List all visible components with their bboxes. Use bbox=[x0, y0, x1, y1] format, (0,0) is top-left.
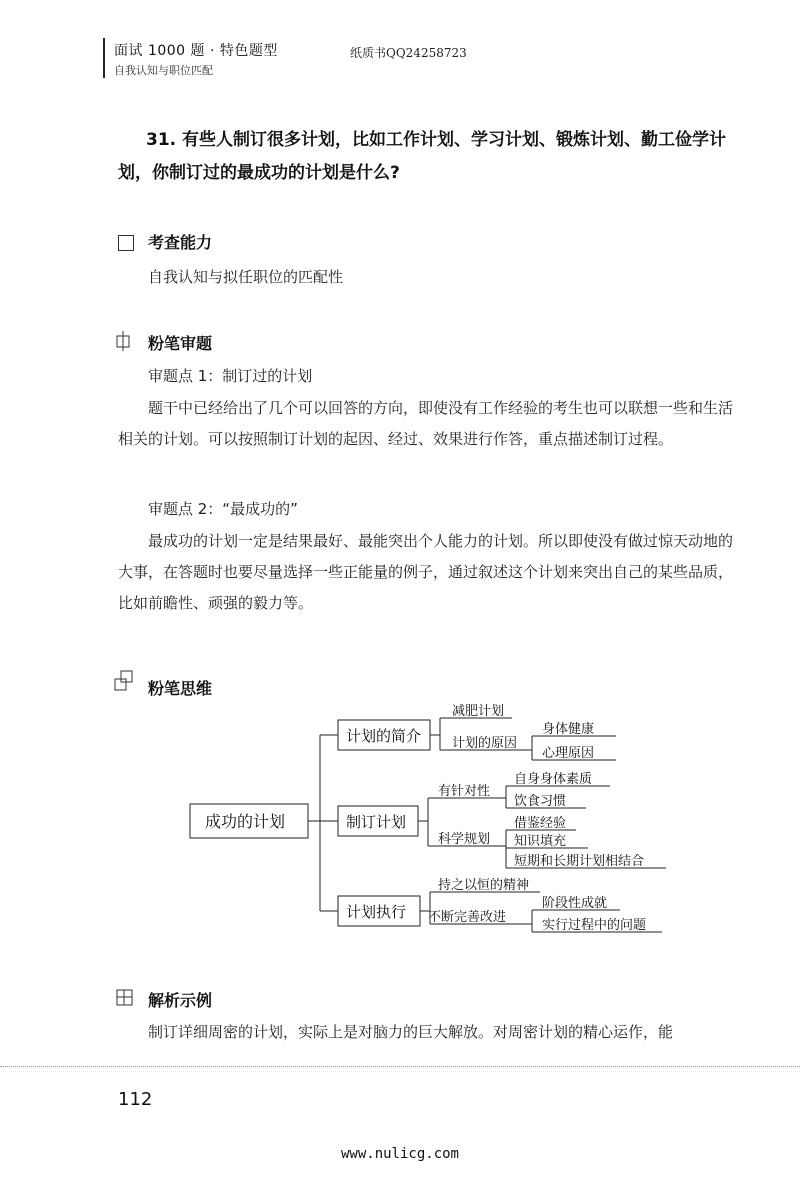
header-rule bbox=[103, 38, 105, 78]
branch-label-1: 计划的简介 bbox=[346, 727, 422, 745]
section-title: 自我认知与职位匹配 bbox=[114, 64, 213, 77]
point1-label: 审题点 1：制订过的计划 bbox=[148, 367, 313, 385]
thinking-title: 粉笔思维 bbox=[148, 679, 213, 698]
node-b2-c2: 科学规划 bbox=[438, 832, 491, 847]
grid-icon bbox=[116, 989, 134, 1007]
point1-text: 题干中已经给出了几个可以回答的方向，即使没有工作经验的考生也可以联想一些和生活相关的计划。可以按照制订计划的起因、经过、效果进行作答，重点描述制订过程。 bbox=[118, 399, 734, 448]
leaf-b2-2: 饮食习惯 bbox=[514, 794, 567, 809]
point2-label: 审题点 2：“最成功的” bbox=[148, 500, 298, 518]
book-title: 面试 1000 题 · 特色题型 bbox=[114, 43, 278, 59]
mind-map bbox=[180, 700, 680, 940]
page-number: 112 bbox=[118, 1089, 153, 1110]
watermark-text: 纸质书QQ24258723 bbox=[350, 46, 467, 60]
leaf-b2-3: 借鉴经验 bbox=[514, 816, 567, 831]
node-b3-c1: 持之以恒的精神 bbox=[438, 878, 530, 893]
scan-artifact-line bbox=[0, 1066, 800, 1069]
node-b2-c1: 有针对性 bbox=[438, 784, 491, 799]
question-text: 31. 有些人制订很多计划，比如工作计划、学习计划、锻炼计划、勤工俭学计划，你制订过的最成功的计划是什么? bbox=[118, 130, 727, 183]
leaf-b1-2: 心理原因 bbox=[542, 746, 595, 761]
leaf-b2-5: 短期和长期计划相结合 bbox=[514, 854, 645, 869]
example-text: 制订详细周密的计划，实际上是对脑力的巨大解放。对周密计划的精心运作，能 bbox=[148, 1023, 674, 1041]
square-icon bbox=[118, 235, 134, 251]
branch-label-2: 制订计划 bbox=[346, 813, 407, 831]
leaf-b1-1: 身体健康 bbox=[542, 722, 595, 737]
footer-url: www.nulicg.com bbox=[340, 1146, 459, 1162]
root-label: 成功的计划 bbox=[205, 812, 286, 831]
ability-title: 考查能力 bbox=[148, 233, 213, 252]
ability-text: 自我认知与拟任职位的匹配性 bbox=[148, 268, 344, 286]
leaf-b2-1: 自身身体素质 bbox=[514, 772, 593, 787]
node-b1-c1: 减肥计划 bbox=[452, 704, 505, 719]
node-b3-c2: 不断完善改进 bbox=[428, 910, 507, 925]
branch-label-3: 计划执行 bbox=[346, 903, 407, 921]
node-b1-c2: 计划的原因 bbox=[452, 736, 518, 751]
leaf-b2-4: 知识填充 bbox=[514, 834, 567, 849]
analysis-title: 粉笔审题 bbox=[148, 334, 213, 353]
leaf-b3-1: 阶段性成就 bbox=[542, 896, 608, 911]
cross-box-icon bbox=[116, 331, 132, 351]
leaf-b3-2: 实行过程中的问题 bbox=[542, 918, 647, 933]
point2-text: 最成功的计划一定是结果最好、最能突出个人能力的计划。所以即使没有做过惊天动地的大事，在答题时也要尽量选择一些正能量的例子，通过叙述这个计划来突出自己的某些品质，比如前瞻性、顽强的毅力等。 bbox=[118, 532, 734, 612]
example-title: 解析示例 bbox=[148, 991, 213, 1010]
stacked-box-icon bbox=[114, 670, 134, 694]
